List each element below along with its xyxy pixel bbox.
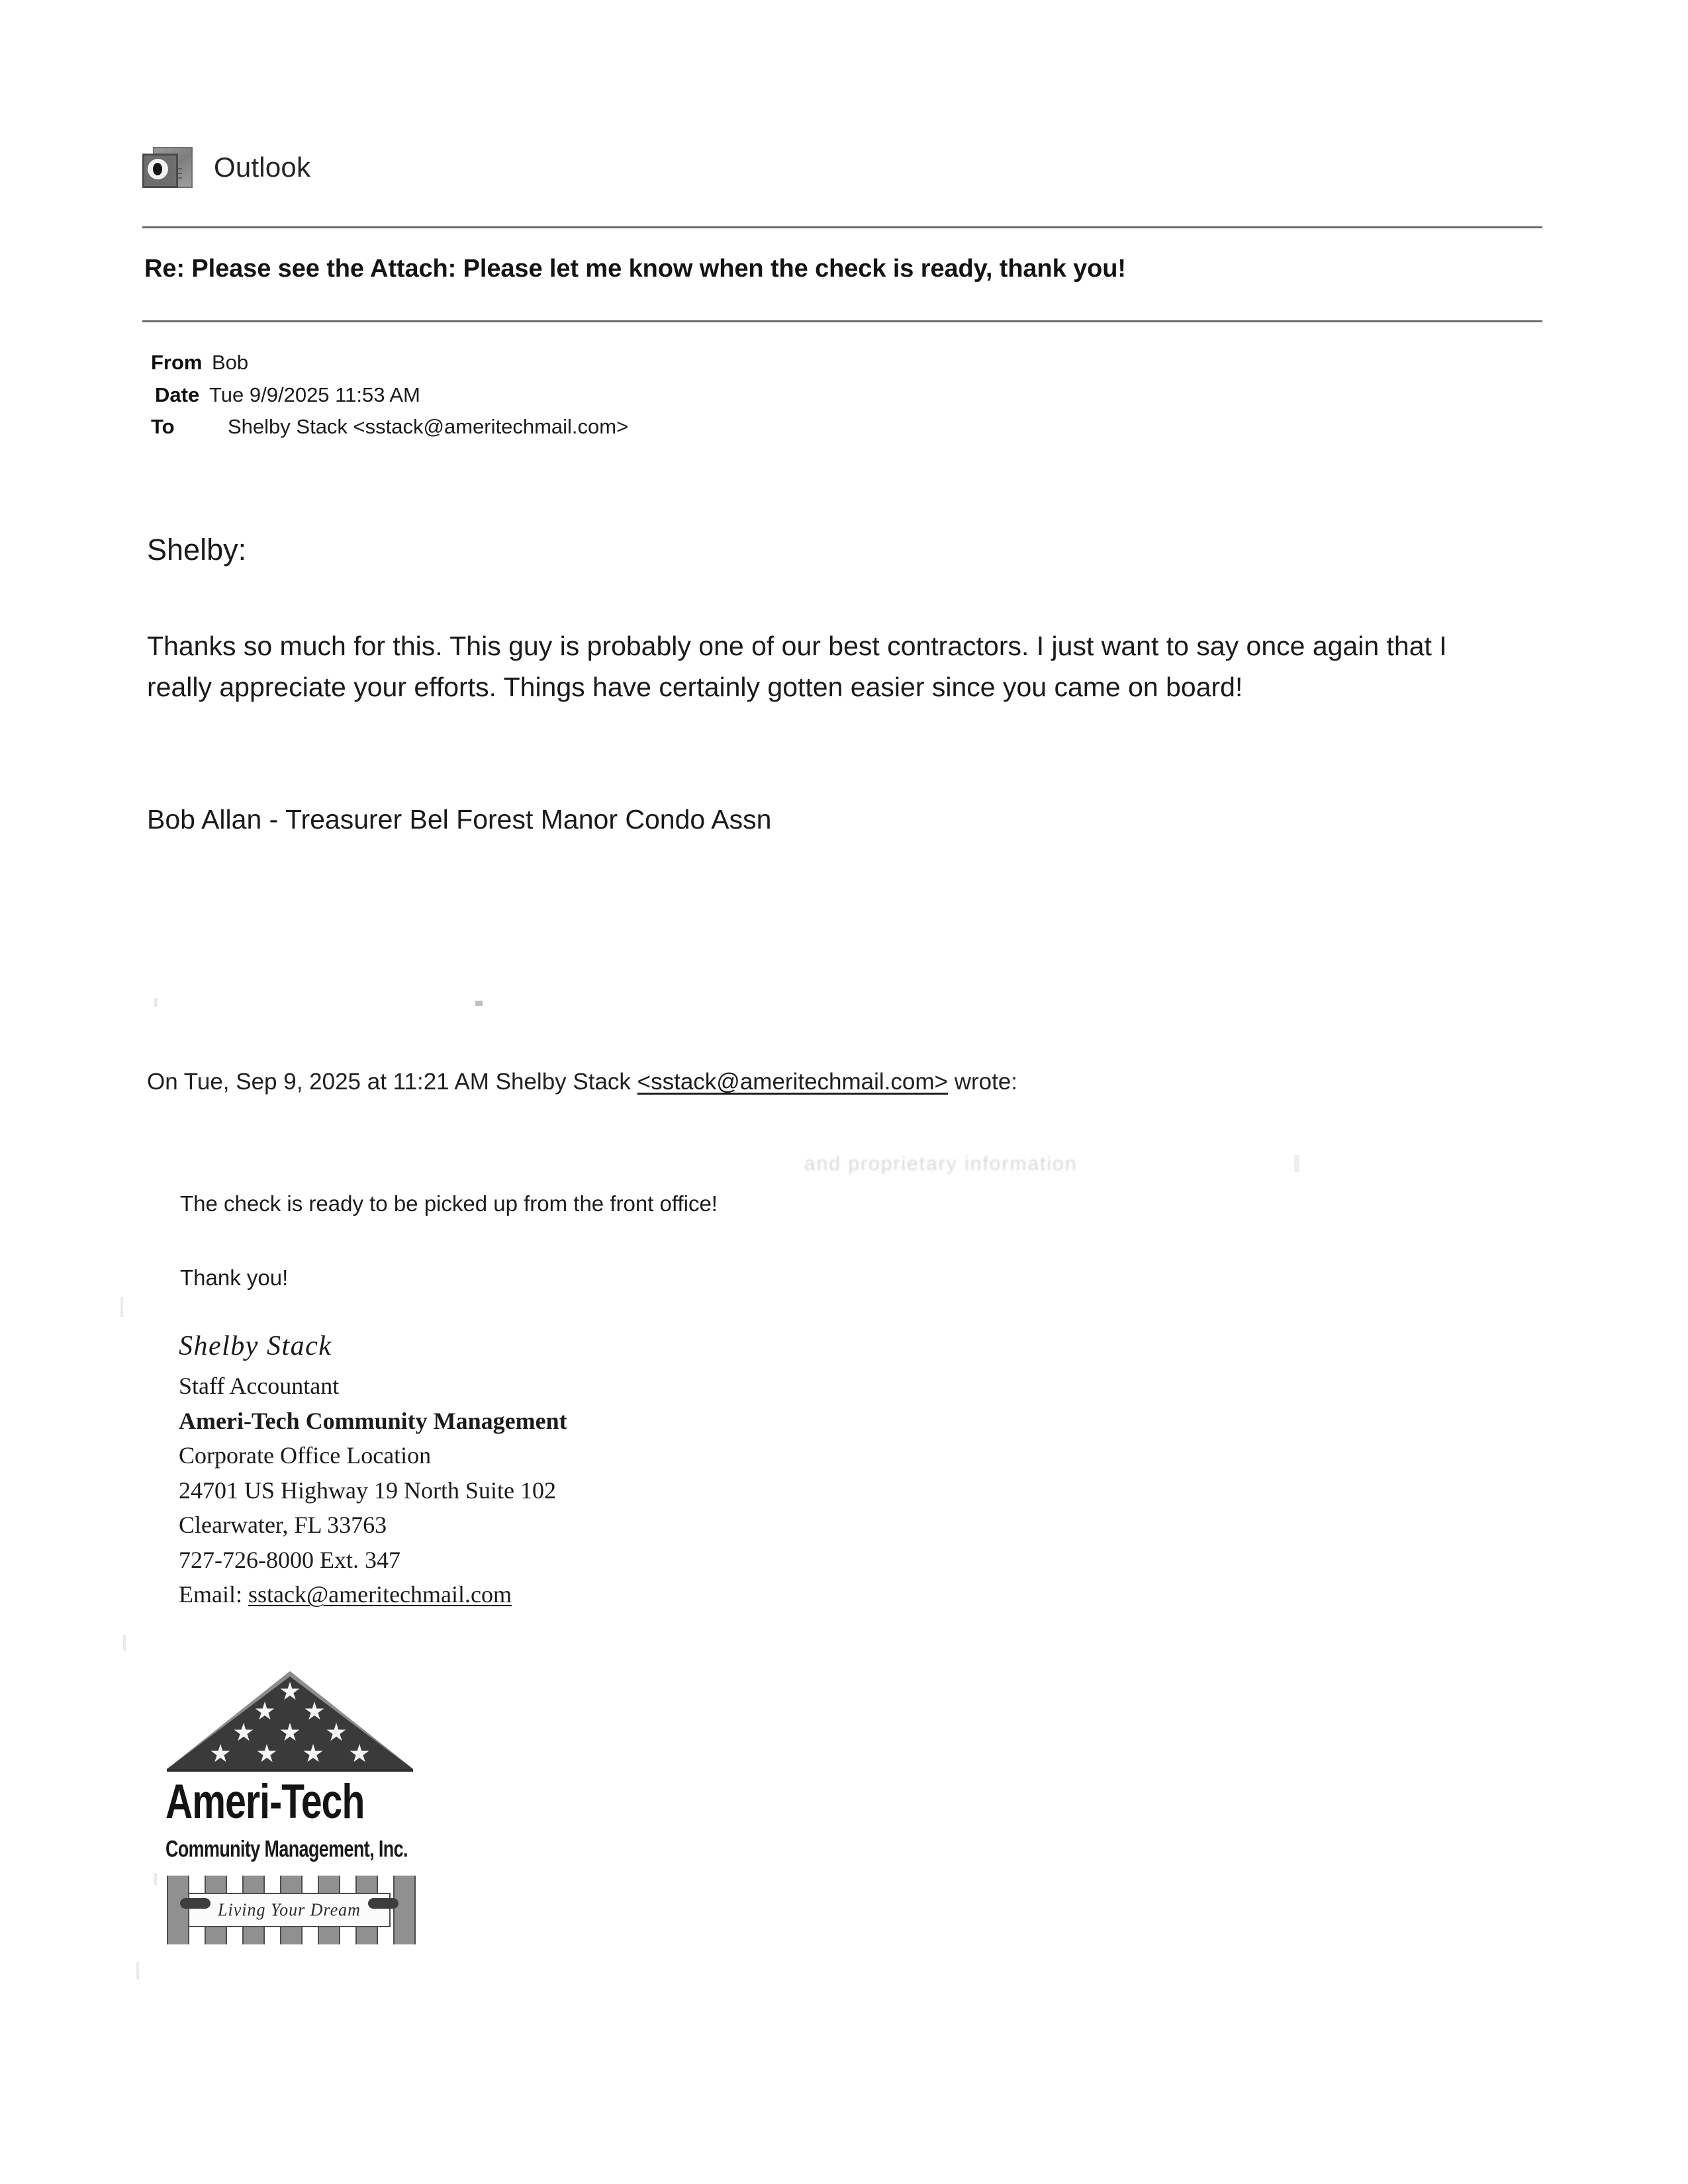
date-value: Tue 9/9/2025 11:53 AM bbox=[209, 383, 420, 406]
signature-office: Corporate Office Location bbox=[179, 1442, 432, 1469]
signature-email-label: Email: bbox=[179, 1581, 248, 1608]
logo-subwordmark: Community Management, Inc. bbox=[165, 1836, 408, 1862]
outlook-app-header bbox=[142, 146, 310, 189]
logo-tagline: Living Your Dream bbox=[218, 1899, 361, 1920]
app-name-label: Outlook bbox=[214, 152, 311, 183]
message-subject: Re: Please see the Attach: Please let me know when the check is ready, thank you! bbox=[144, 255, 1126, 283]
scan-artifact bbox=[154, 998, 158, 1007]
signature-street: 24701 US Highway 19 North Suite 102 bbox=[179, 1477, 556, 1504]
banner-tail-left bbox=[180, 1898, 211, 1909]
from-label: From bbox=[151, 351, 203, 374]
signature-email-row bbox=[179, 1577, 567, 1612]
banner-tail-right bbox=[368, 1898, 399, 1909]
quoted-message-body bbox=[180, 1191, 718, 1291]
to-label: To bbox=[151, 415, 175, 439]
signature-phone: 727-726-8000 Ext. 347 bbox=[179, 1546, 400, 1573]
scan-artifact bbox=[120, 1297, 123, 1317]
scan-artifact bbox=[154, 1873, 157, 1885]
quoted-line-check-ready: The check is ready to be picked up from the front office! bbox=[180, 1191, 718, 1216]
header-divider-top bbox=[142, 226, 1542, 228]
signature-city-state-zip: Clearwater, FL 33763 bbox=[179, 1512, 387, 1539]
date-label: Date bbox=[155, 383, 200, 406]
column-shape bbox=[167, 1876, 189, 1944]
logo-pediment-with-stars-icon bbox=[167, 1671, 413, 1769]
body-paragraph: Thanks so much for this. This guy is probably one of our best contractors. I just want to say once again that I really appreciate your efforts. Things have certainly gotten easier since you came on board! bbox=[147, 631, 1447, 703]
quoted-intro-suffix: wrote: bbox=[947, 1069, 1018, 1095]
quoted-message-intro bbox=[147, 1069, 1017, 1095]
quoted-sender-email-link[interactable]: <sstack@ameritechmail.com> bbox=[637, 1069, 948, 1095]
logo-wordmark: Ameri-Tech bbox=[165, 1775, 365, 1829]
signature-name: Shelby Stack bbox=[179, 1331, 332, 1361]
header-row-date bbox=[151, 382, 628, 408]
body-greeting: Shelby: bbox=[147, 533, 247, 567]
header-row-to bbox=[151, 414, 628, 440]
quoted-line-thank-you: Thank you! bbox=[180, 1265, 289, 1290]
signature-title: Staff Accountant bbox=[179, 1373, 340, 1399]
logo-colonnade-icon bbox=[167, 1876, 413, 1944]
quoted-intro-prefix: On Tue, Sep 9, 2025 at 11:21 AM Shelby Stack bbox=[147, 1069, 637, 1095]
scan-artifact bbox=[136, 1962, 139, 1979]
to-value: Shelby Stack <sstack@ameritechmail.com> bbox=[228, 415, 629, 439]
outlook-envelope-icon bbox=[142, 146, 191, 189]
ameri-tech-logo bbox=[164, 1671, 422, 1944]
signature-email-link[interactable]: sstack@ameritechmail.com bbox=[248, 1581, 512, 1608]
email-signature-block bbox=[179, 1330, 567, 1612]
letter-o-inner bbox=[153, 163, 162, 175]
body-signoff: Bob Allan - Treasurer Bel Forest Manor Condo Assn bbox=[147, 804, 772, 835]
header-divider-bottom bbox=[142, 320, 1542, 322]
scan-ghost-text: and proprietary information bbox=[804, 1153, 1078, 1175]
message-headers bbox=[151, 349, 628, 446]
scan-artifact bbox=[475, 1001, 483, 1006]
logo-banner-ribbon bbox=[188, 1893, 391, 1927]
signature-company: Ameri-Tech Community Management bbox=[179, 1407, 567, 1434]
column-shape bbox=[393, 1876, 416, 1944]
scan-artifact bbox=[1294, 1155, 1299, 1172]
from-value: Bob bbox=[212, 351, 249, 374]
header-row-from bbox=[151, 349, 628, 376]
scan-artifact bbox=[123, 1635, 126, 1651]
pediment-base-line bbox=[167, 1769, 413, 1772]
